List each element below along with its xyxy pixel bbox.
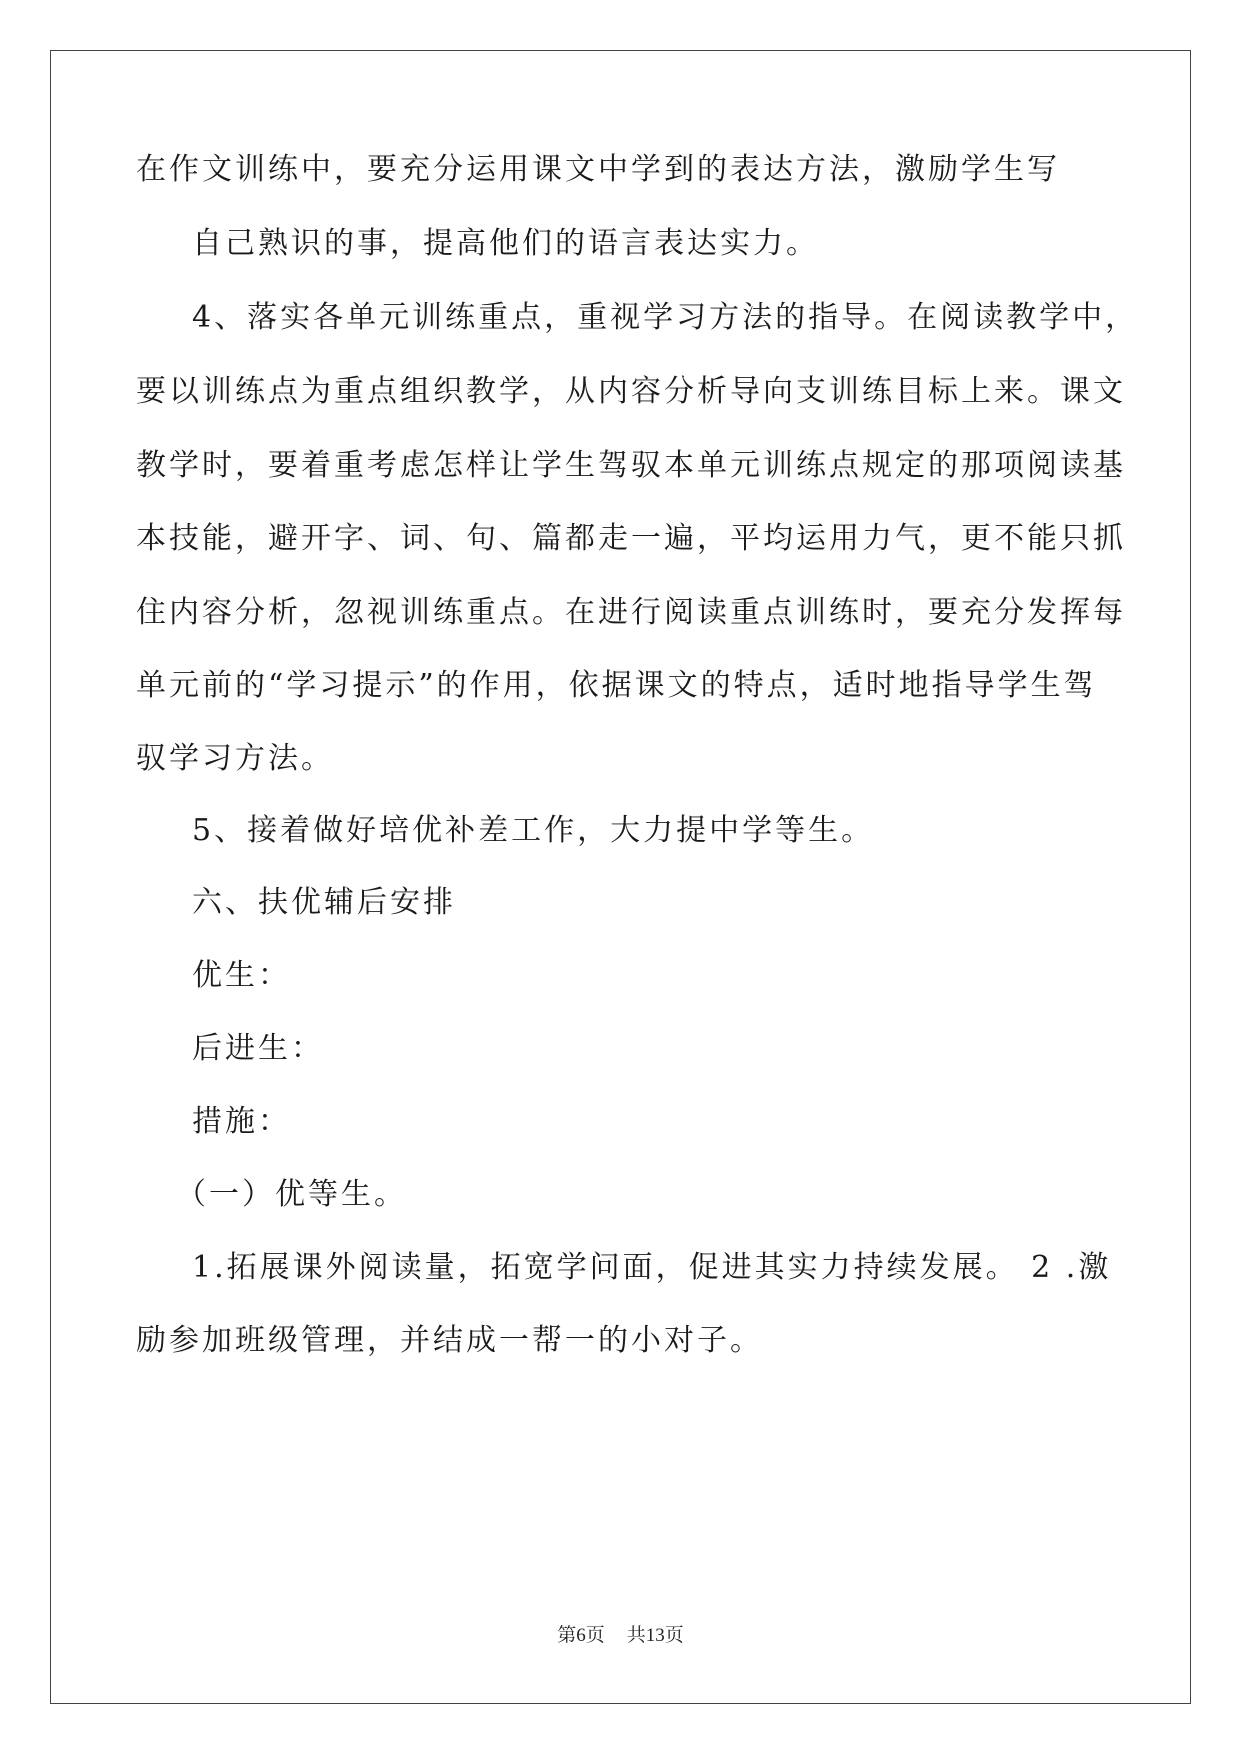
subsection-heading: （一）优等生。 xyxy=(176,1177,407,1212)
paragraph-line: 要以训练点为重点组织教学，从内容分析导向支训练目标上来。课文 xyxy=(136,374,1126,409)
paragraph-line: 单元前的“学习提示”的作用，依据课文的特点，适时地指导学生驾 xyxy=(136,668,1097,703)
paragraph-line: 在作文训练中，要充分运用课文中学到的表达方法，激励学生写 xyxy=(136,152,1060,187)
page-footer xyxy=(0,1624,1241,1648)
paragraph-line: 优生： xyxy=(192,958,291,993)
page-total: 共13页 xyxy=(626,1625,684,1646)
paragraph-line: 住内容分析，忽视训练重点。在进行阅读重点训练时，要充分发挥每 xyxy=(136,595,1126,630)
paragraph-line: 措施： xyxy=(192,1104,291,1139)
section-heading: 六、扶优辅后安排 xyxy=(192,885,456,920)
paragraph-line: 后进生： xyxy=(192,1031,324,1066)
paragraph-line: 本技能，避开字、词、句、篇都走一遍，平均运用力气，更不能只抓 xyxy=(136,521,1126,556)
paragraph-line: 1.拓展课外阅读量，拓宽学问面，促进其实力持续发展。 2 .激 xyxy=(192,1250,1112,1285)
paragraph-line: 4、落实各单元训练重点，重视学习方法的指导。在阅读教学中， xyxy=(192,300,1139,335)
paragraph-line: 自己熟识的事，提高他们的语言表达实力。 xyxy=(192,226,819,261)
paragraph-line: 教学时，要着重考虑怎样让学生驾驭本单元训练点规定的那项阅读基 xyxy=(136,448,1126,483)
paragraph-line: 驭学习方法。 xyxy=(136,741,334,776)
paragraph-line: 励参加班级管理，并结成一帮一的小对子。 xyxy=(136,1323,763,1358)
page-number: 第6页 xyxy=(557,1625,605,1646)
paragraph-line: 5、接着做好培优补差工作，大力提中学等生。 xyxy=(192,813,875,848)
